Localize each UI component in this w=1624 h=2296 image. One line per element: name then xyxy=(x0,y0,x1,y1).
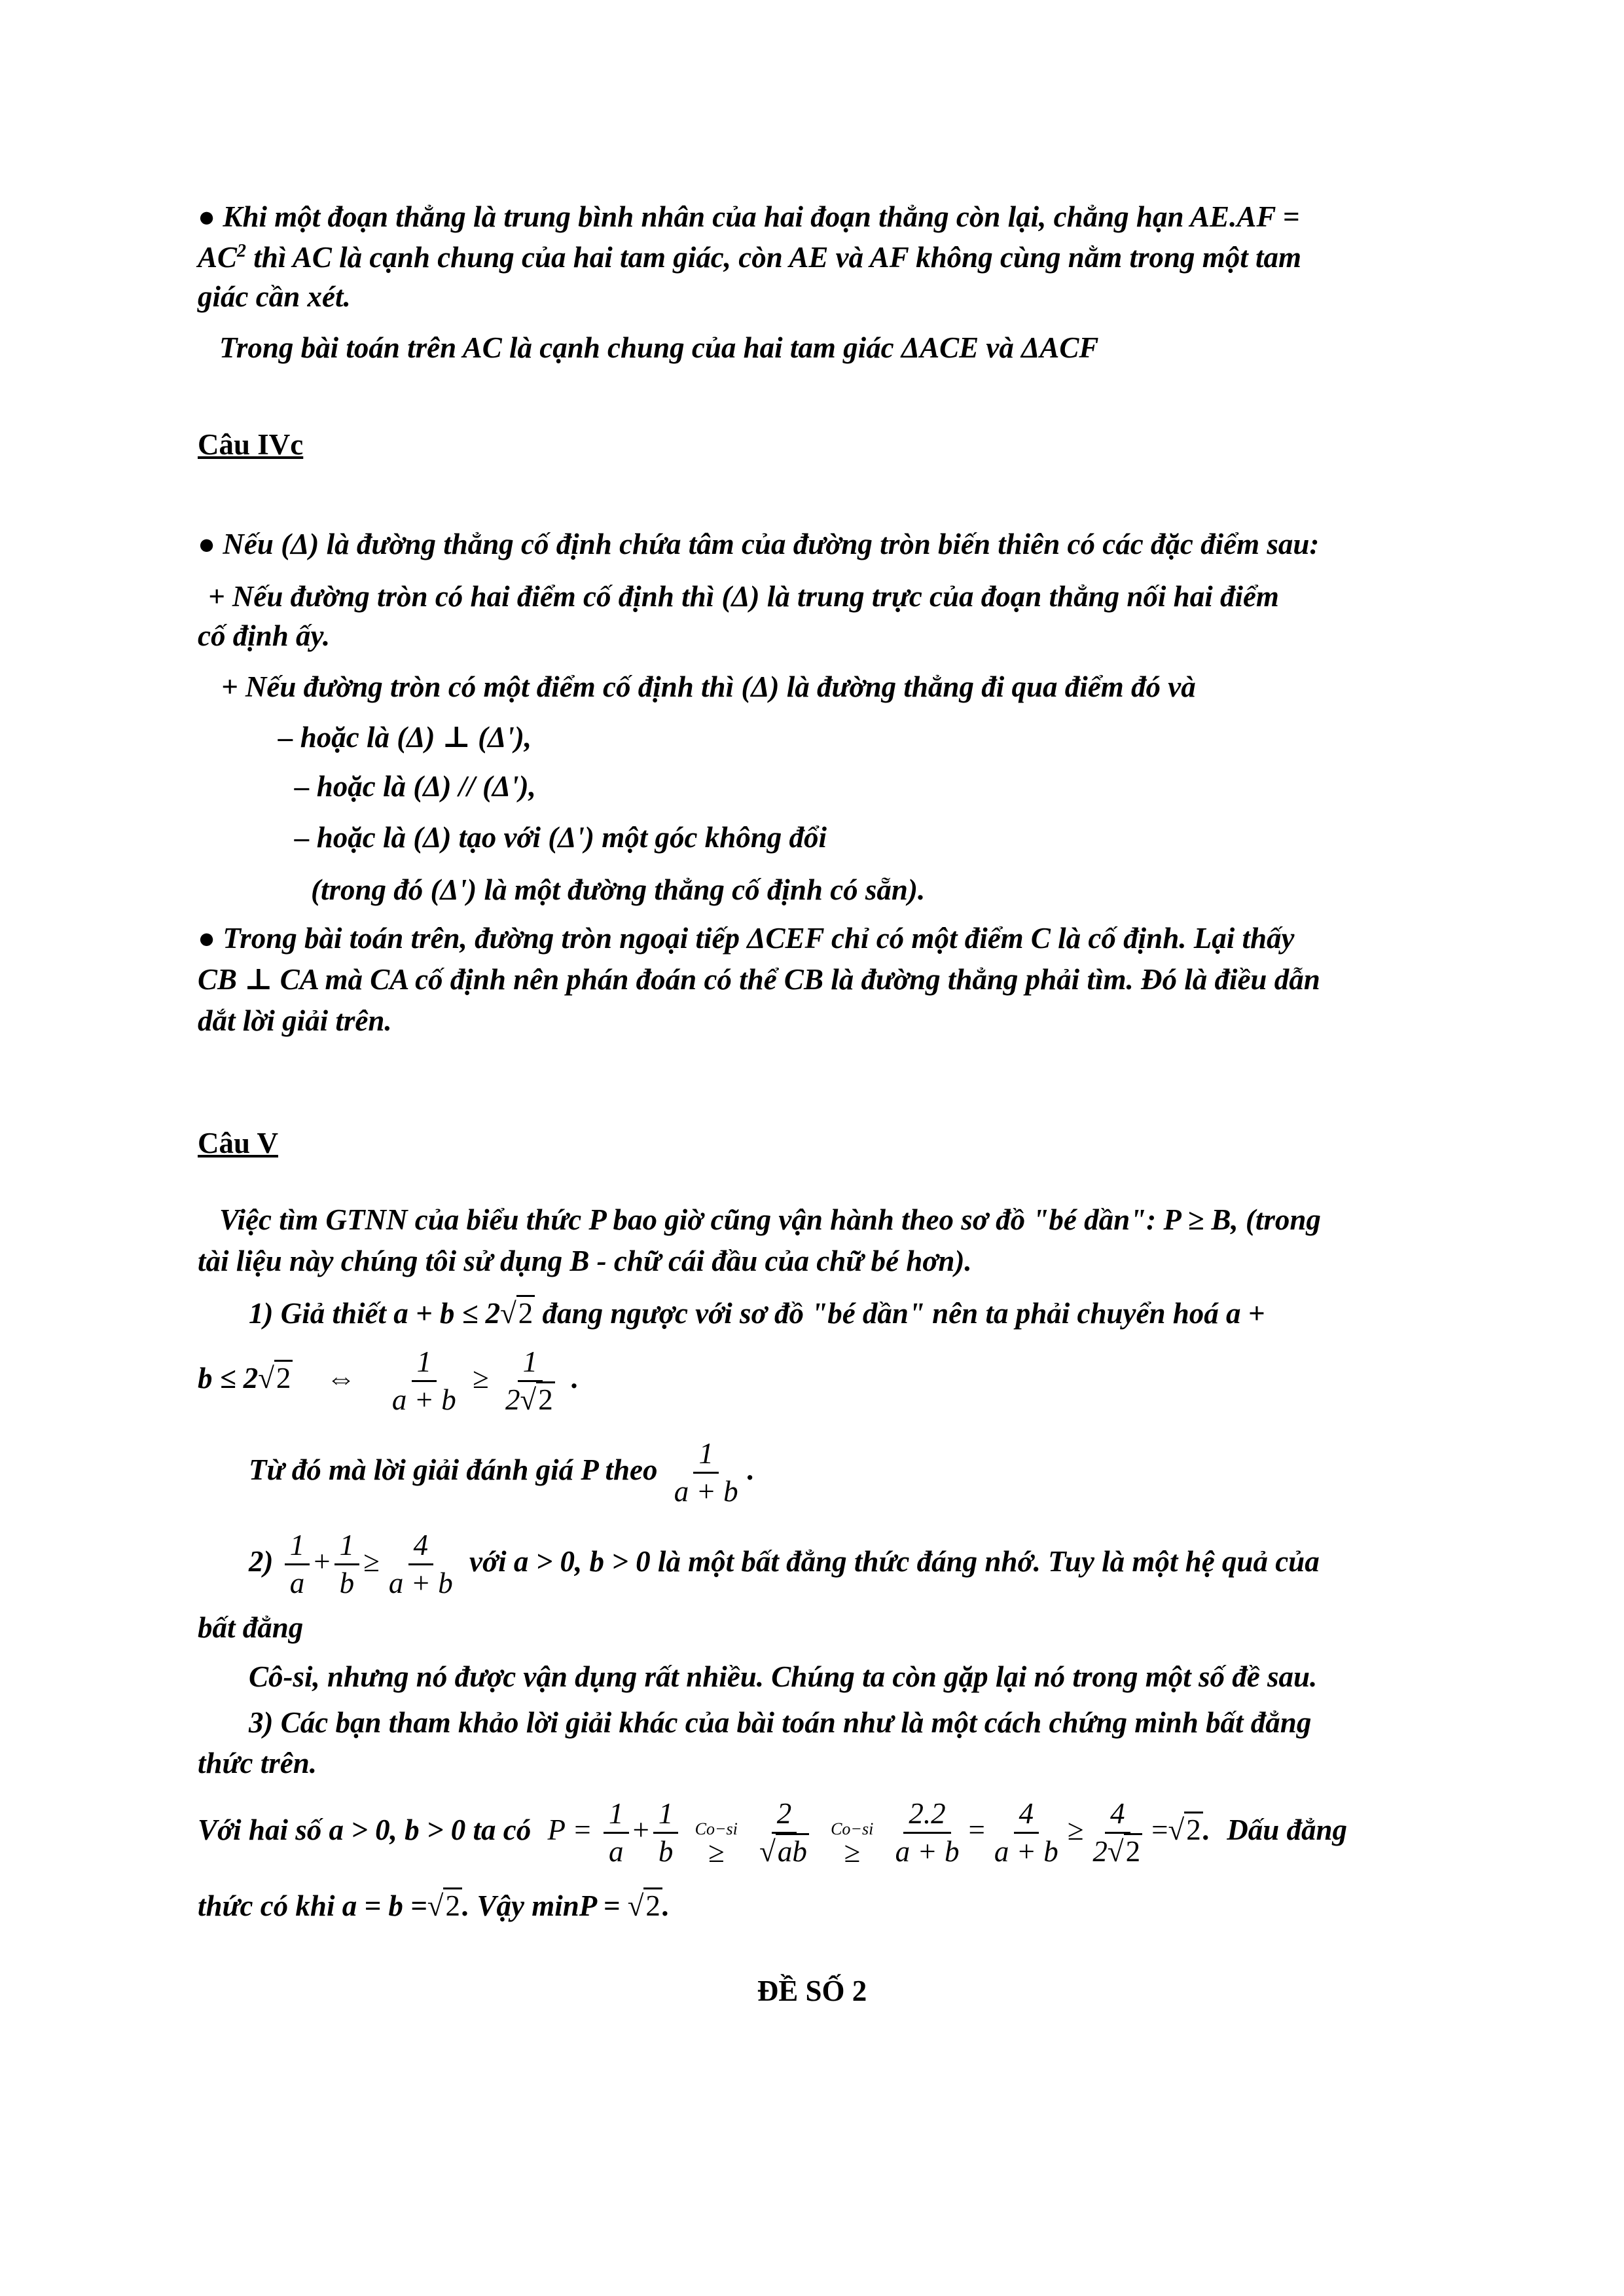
para-line: $AC^2$ thì AC là cạnh chung của hai tam giác, còn AE và AF không cùng nằm trong một tam xyxy=(198,241,1302,274)
cosi-geq: Co−si ≥ xyxy=(695,1819,738,1869)
heading-cau-ivc: Câu IVc xyxy=(198,428,304,461)
para-line: Trong bài toán trên AC là cạnh chung của hai tam giác ΔACE và ΔACF xyxy=(219,331,1099,364)
sqrt: √2 xyxy=(500,1293,535,1334)
fraction: $\frac{4}{a + b}$ xyxy=(388,1528,453,1600)
fraction: $\frac{1}{2√2}$ xyxy=(500,1347,560,1416)
para-line: bất đẳng xyxy=(198,1611,304,1644)
math-line: b ≤ 2√2 ⇔ $\frac{1}{a + b}$ ≥ $\frac{1}{2√2}$ . xyxy=(198,1345,579,1417)
para-line: Việc tìm GTNN của biểu thức P bao giờ cũng vận hành theo sơ đồ "bé dần": P ≥ B, (trong xyxy=(219,1203,1321,1236)
para-line: thức có khi a = b =√2. Vậy minP = √2. xyxy=(198,1886,1441,1926)
para-line: tài liệu này chúng tôi sử dụng B - chữ cái đầu của chữ bé hơn). xyxy=(198,1245,972,1277)
para-line: 3) Các bạn tham khảo lời giải khác của bài toán như là một cách chứng minh bất đẳng xyxy=(249,1706,1312,1739)
fraction: $\frac{1}{a}$ xyxy=(604,1798,629,1868)
para-line: – hoặc là (Δ) tạo với (Δ') một góc không đổi xyxy=(295,821,827,854)
fraction: $\frac{1}{a + b}$ xyxy=(391,1345,456,1417)
para-line: ● Khi một đoạn thẳng là trung bình nhân của hai đoạn thẳng còn lại, chẳng hạn AE.AF = xyxy=(198,200,1300,233)
iff-symbol: ⇔ xyxy=(326,1362,356,1394)
para-line: 1) Giả thiết a + b ≤ 2√2 đang ngược với sơ đồ "bé dần" nên ta phải chuyển hoá a + xyxy=(249,1293,1492,1334)
heading-cau-v: Câu V xyxy=(198,1127,278,1159)
para-line: + Nếu đường tròn có một điểm cố định thì (Δ) là đường thẳng đi qua điểm đó và xyxy=(221,670,1196,703)
para-line: – hoặc là (Δ) // (Δ'), xyxy=(295,770,536,803)
para-line: giác cần xét. xyxy=(198,280,351,313)
fraction: $\frac{1}{b}$ xyxy=(334,1530,360,1599)
fraction: $\frac{2}{√ab}$ xyxy=(754,1798,814,1868)
fraction: $\frac{1}{a}$ xyxy=(285,1530,310,1599)
para-line: cố định ấy. xyxy=(198,619,331,652)
para-line: dắt lời giải trên. xyxy=(198,1004,392,1037)
para-line: + Nếu đường tròn có hai điểm cố định thì (Δ) là trung trực của đoạn thẳng nối hai điểm xyxy=(208,580,1279,613)
math-line: Từ đó mà lời giải đánh giá P theo $\frac{1}{a + b}$ . xyxy=(249,1436,755,1508)
para-line: thức trên. xyxy=(198,1747,317,1779)
fraction: $\frac{4}{2√2}$ xyxy=(1087,1798,1147,1868)
para-line: Cô-si, nhưng nó được vận dụng rất nhiều. Chúng ta còn gặp lại nó trong một số đề sau. xyxy=(249,1660,1318,1693)
fraction: $\frac{1}{a + b}$ xyxy=(674,1436,738,1508)
para-line: – hoặc là (Δ) ⊥ (Δ'), xyxy=(278,721,532,754)
fraction: $\frac{1}{b}$ xyxy=(653,1798,679,1868)
para-line: ● Trong bài toán trên, đường tròn ngoại tiếp ΔCEF chỉ có một điểm C là cố định. Lại thấy xyxy=(198,922,1295,955)
fraction: $\frac{2.2}{a + b}$ xyxy=(895,1796,960,1868)
section-title: ĐỀ SỐ 2 xyxy=(757,1975,867,2007)
cosi-geq: Co−si ≥ xyxy=(831,1819,874,1869)
fraction: $\frac{4}{a + b}$ xyxy=(994,1796,1058,1868)
math-line: Với hai số a > 0, b > 0 ta có P = $\frac{1}{a}$ + $\frac{1}{b}$ Co−si ≥ $\frac{2}{√ab}$ Co−si ≥ $\frac{2.2}{a + b}$ = $\frac{4}{a + b}$ ≥ $\frac{4}{2√2}$ =√2. Dấu đẳng xyxy=(198,1796,1348,1869)
para-line: (trong đó (Δ') là một đường thẳng cố định có sẵn). xyxy=(311,873,926,906)
math-line: 2) $\frac{1}{a}$ + $\frac{1}{b}$ ≥ $\frac{4}{a + b}$ với a > 0, b > 0 là một bất đẳng thức đáng nhớ. Tuy là một hệ quả của xyxy=(249,1528,1320,1600)
para-line: CB ⊥ CA mà CA cố định nên phán đoán có thể CB là đường thẳng phải tìm. Đó là điều dẫn xyxy=(198,963,1320,996)
para-line: ● Nếu (Δ) là đường thẳng cố định chứa tâm của đường tròn biến thiên có các đặc điểm sau: xyxy=(198,528,1320,560)
